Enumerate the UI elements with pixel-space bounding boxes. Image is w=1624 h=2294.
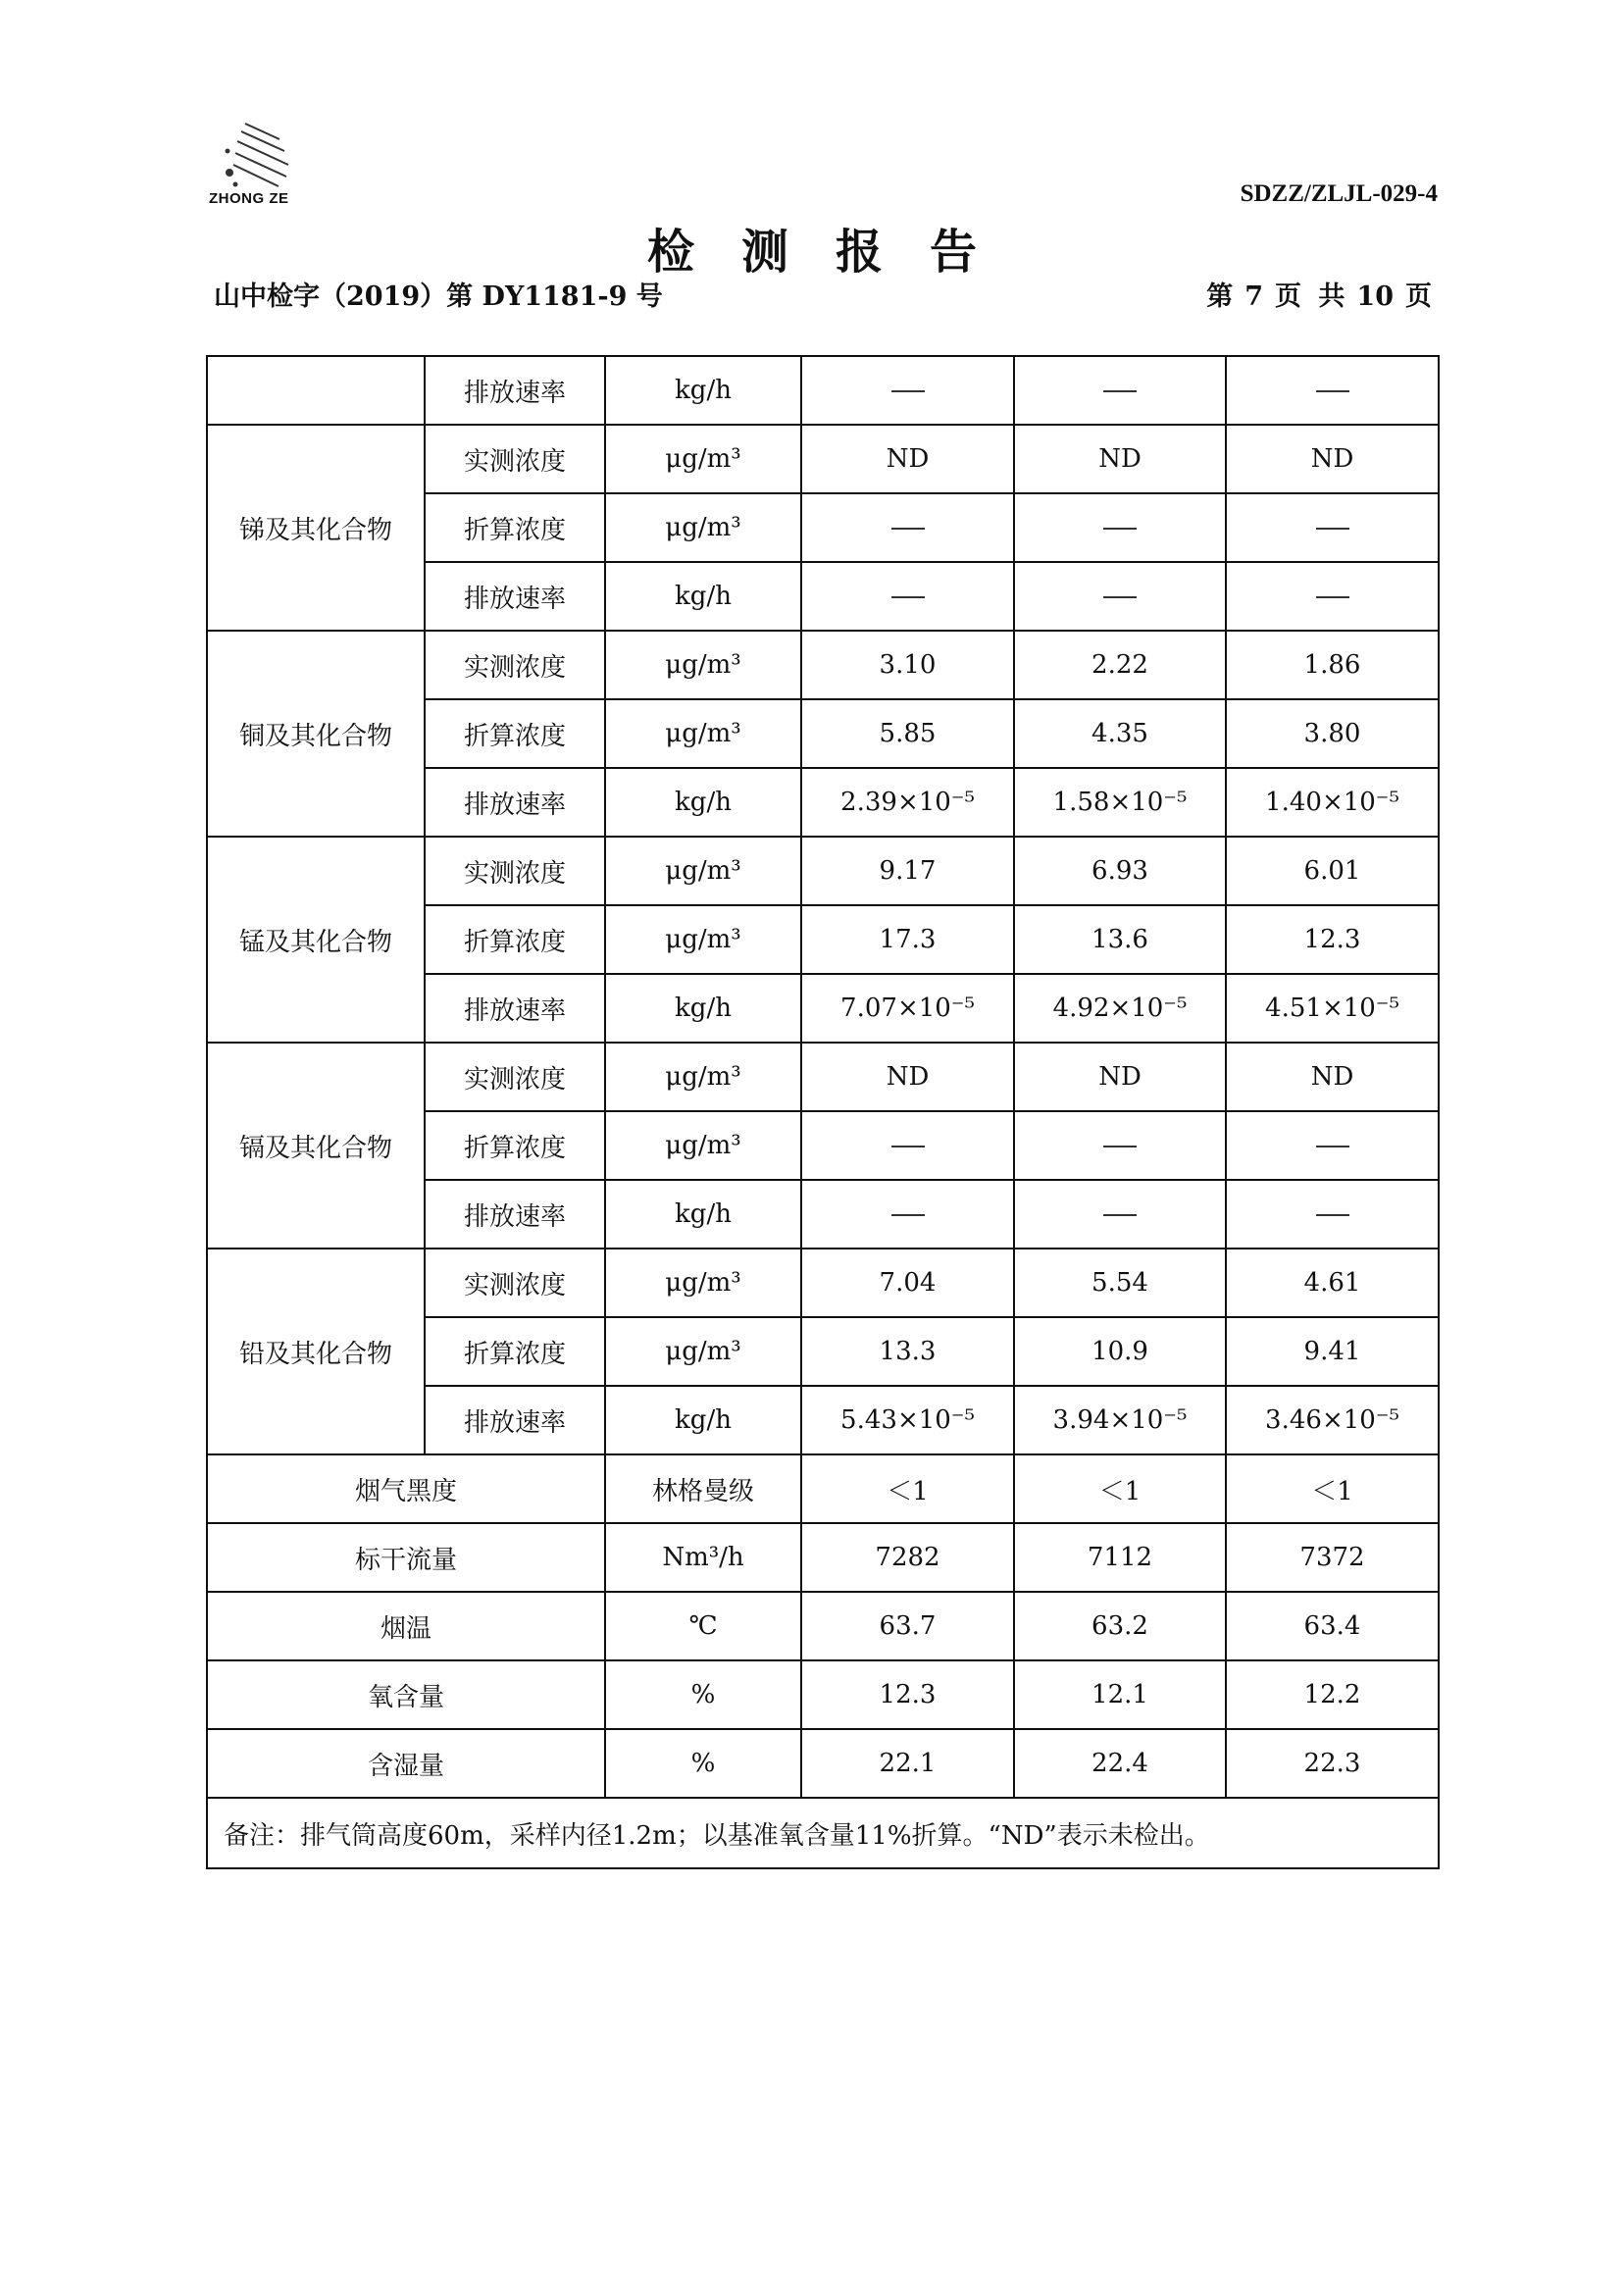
unit-cell: μg/m³ bbox=[605, 1317, 801, 1386]
unit-cell: Nm³/h bbox=[605, 1523, 801, 1592]
value-cell bbox=[1226, 356, 1439, 425]
value-cell bbox=[1226, 493, 1439, 562]
value-cell: 7.04 bbox=[801, 1249, 1014, 1317]
value-cell: 5.54 bbox=[1014, 1249, 1226, 1317]
pollutant-name: 锑及其化合物 bbox=[207, 425, 425, 631]
value-cell: ND bbox=[1226, 425, 1439, 493]
test-item: 实测浓度 bbox=[425, 837, 605, 905]
unit-cell: μg/m³ bbox=[605, 631, 801, 699]
value-cell: ＜1 bbox=[1014, 1454, 1226, 1523]
value-cell: 3.46×10⁻⁵ bbox=[1226, 1386, 1439, 1454]
value-cell: 9.41 bbox=[1226, 1317, 1439, 1386]
value-cell: 22.4 bbox=[1014, 1729, 1226, 1798]
empty-dash-icon bbox=[1103, 390, 1137, 392]
test-item: 排放速率 bbox=[425, 562, 605, 631]
value-cell: 9.17 bbox=[801, 837, 1014, 905]
value-cell bbox=[1226, 1180, 1439, 1249]
value-cell: 7372 bbox=[1226, 1523, 1439, 1592]
test-item: 排放速率 bbox=[425, 974, 605, 1043]
empty-dash-icon bbox=[1103, 528, 1137, 530]
table-row bbox=[207, 1798, 1439, 1868]
empty-dash-icon bbox=[891, 528, 925, 530]
value-cell: 7282 bbox=[801, 1523, 1014, 1592]
unit-cell: μg/m³ bbox=[605, 837, 801, 905]
table-row bbox=[207, 1660, 1439, 1729]
value-cell: 12.3 bbox=[1226, 905, 1439, 974]
value-cell: 6.93 bbox=[1014, 837, 1226, 905]
pollutant-name: 锰及其化合物 bbox=[207, 837, 425, 1043]
value-cell: 4.51×10⁻⁵ bbox=[1226, 974, 1439, 1043]
value-cell: ND bbox=[1014, 1043, 1226, 1111]
unit-cell: μg/m³ bbox=[605, 699, 801, 768]
unit-cell: % bbox=[605, 1729, 801, 1798]
empty-dash-icon bbox=[891, 390, 925, 392]
empty-dash-icon bbox=[1316, 1214, 1349, 1216]
value-cell: 13.3 bbox=[801, 1317, 1014, 1386]
value-cell: ND bbox=[1014, 425, 1226, 493]
empty-dash-icon bbox=[891, 596, 925, 598]
value-cell: 22.3 bbox=[1226, 1729, 1439, 1798]
test-item: 实测浓度 bbox=[425, 1043, 605, 1111]
parameter-name: 含湿量 bbox=[207, 1729, 605, 1798]
document-code: SDZZ/ZLJL-029-4 bbox=[1240, 180, 1438, 207]
unit-cell: μg/m³ bbox=[605, 1111, 801, 1180]
test-item: 排放速率 bbox=[425, 356, 605, 425]
value-cell: 6.01 bbox=[1226, 837, 1439, 905]
unit-cell: μg/m³ bbox=[605, 1043, 801, 1111]
document-title: 检测报告 bbox=[646, 225, 1024, 280]
value-cell: ND bbox=[801, 1043, 1014, 1111]
table-row bbox=[207, 356, 1439, 425]
test-item: 折算浓度 bbox=[425, 493, 605, 562]
unit-cell: ℃ bbox=[605, 1592, 801, 1660]
table-row bbox=[207, 837, 1439, 905]
value-cell: 1.58×10⁻⁵ bbox=[1014, 768, 1226, 837]
value-cell: 5.43×10⁻⁵ bbox=[801, 1386, 1014, 1454]
unit-cell: μg/m³ bbox=[605, 493, 801, 562]
unit-cell: kg/h bbox=[605, 1180, 801, 1249]
value-cell: 1.86 bbox=[1226, 631, 1439, 699]
value-cell: 10.9 bbox=[1014, 1317, 1226, 1386]
value-cell bbox=[801, 562, 1014, 631]
table-row bbox=[207, 1249, 1439, 1317]
value-cell: 4.35 bbox=[1014, 699, 1226, 768]
value-cell: 17.3 bbox=[801, 905, 1014, 974]
value-cell: ＜1 bbox=[1226, 1454, 1439, 1523]
value-cell: ND bbox=[801, 425, 1014, 493]
value-cell: 22.1 bbox=[801, 1729, 1014, 1798]
empty-dash-icon bbox=[1316, 596, 1349, 598]
unit-cell: % bbox=[605, 1660, 801, 1729]
value-cell bbox=[1226, 562, 1439, 631]
unit-cell: kg/h bbox=[605, 356, 801, 425]
parameter-name: 氧含量 bbox=[207, 1660, 605, 1729]
pollutant-name: 铅及其化合物 bbox=[207, 1249, 425, 1454]
value-cell bbox=[1014, 1111, 1226, 1180]
value-cell bbox=[801, 1111, 1014, 1180]
remarks-note: 备注：排气筒高度60m，采样内径1.2m；以基准氧含量11%折算。“ND”表示未检出。 bbox=[207, 1798, 1439, 1868]
unit-cell: kg/h bbox=[605, 562, 801, 631]
value-cell: 13.6 bbox=[1014, 905, 1226, 974]
unit-cell: kg/h bbox=[605, 1386, 801, 1454]
value-cell: 12.3 bbox=[801, 1660, 1014, 1729]
test-item: 实测浓度 bbox=[425, 425, 605, 493]
parameter-name: 标干流量 bbox=[207, 1523, 605, 1592]
test-item: 排放速率 bbox=[425, 768, 605, 837]
test-item: 实测浓度 bbox=[425, 631, 605, 699]
empty-dash-icon bbox=[891, 1146, 925, 1147]
parameter-name: 烟气黑度 bbox=[207, 1454, 605, 1523]
empty-dash-icon bbox=[891, 1214, 925, 1216]
value-cell: 63.2 bbox=[1014, 1592, 1226, 1660]
value-cell: 2.22 bbox=[1014, 631, 1226, 699]
empty-dash-icon bbox=[1316, 528, 1349, 530]
test-item: 折算浓度 bbox=[425, 1111, 605, 1180]
unit-cell: μg/m³ bbox=[605, 1249, 801, 1317]
value-cell bbox=[1014, 1180, 1226, 1249]
table-row bbox=[207, 1043, 1439, 1111]
value-cell bbox=[801, 1180, 1014, 1249]
value-cell bbox=[801, 356, 1014, 425]
table-row bbox=[207, 1523, 1439, 1592]
pollutant-name: 铜及其化合物 bbox=[207, 631, 425, 837]
unit-cell: μg/m³ bbox=[605, 425, 801, 493]
unit-cell: kg/h bbox=[605, 768, 801, 837]
value-cell: 3.94×10⁻⁵ bbox=[1014, 1386, 1226, 1454]
table-row bbox=[207, 1454, 1439, 1523]
parameter-name: 烟温 bbox=[207, 1592, 605, 1660]
value-cell: 63.7 bbox=[801, 1592, 1014, 1660]
value-cell: 12.1 bbox=[1014, 1660, 1226, 1729]
page-indicator: 第 7 页 共 10 页 bbox=[1206, 281, 1432, 312]
value-cell: 4.61 bbox=[1226, 1249, 1439, 1317]
value-cell bbox=[1226, 1111, 1439, 1180]
value-cell: 63.4 bbox=[1226, 1592, 1439, 1660]
value-cell: 3.10 bbox=[801, 631, 1014, 699]
test-item: 折算浓度 bbox=[425, 699, 605, 768]
unit-cell: 林格曼级 bbox=[605, 1454, 801, 1523]
empty-dash-icon bbox=[1103, 596, 1137, 598]
empty-dash-icon bbox=[1103, 1146, 1137, 1147]
value-cell: 7.07×10⁻⁵ bbox=[801, 974, 1014, 1043]
value-cell: ＜1 bbox=[801, 1454, 1014, 1523]
report-reference: 山中检字（2019）第 DY1181-9 号 bbox=[214, 281, 663, 312]
empty-dash-icon bbox=[1316, 1146, 1349, 1147]
test-item: 排放速率 bbox=[425, 1180, 605, 1249]
emission-results-table bbox=[206, 355, 1440, 1869]
company-logo-text: ZHONG ZE bbox=[209, 190, 289, 207]
pollutant-name: 镉及其化合物 bbox=[207, 1043, 425, 1249]
test-item: 排放速率 bbox=[425, 1386, 605, 1454]
table-row bbox=[207, 425, 1439, 493]
value-cell bbox=[1014, 356, 1226, 425]
value-cell bbox=[801, 493, 1014, 562]
test-item: 实测浓度 bbox=[425, 1249, 605, 1317]
table-row bbox=[207, 631, 1439, 699]
unit-cell: kg/h bbox=[605, 974, 801, 1043]
test-item: 折算浓度 bbox=[425, 1317, 605, 1386]
value-cell: 1.40×10⁻⁵ bbox=[1226, 768, 1439, 837]
value-cell: 5.85 bbox=[801, 699, 1014, 768]
value-cell: 4.92×10⁻⁵ bbox=[1014, 974, 1226, 1043]
empty-dash-icon bbox=[1103, 1214, 1137, 1216]
value-cell: 7112 bbox=[1014, 1523, 1226, 1592]
value-cell bbox=[1014, 562, 1226, 631]
value-cell: 12.2 bbox=[1226, 1660, 1439, 1729]
table-row bbox=[207, 1729, 1439, 1798]
value-cell: ND bbox=[1226, 1043, 1439, 1111]
unit-cell: μg/m³ bbox=[605, 905, 801, 974]
value-cell: 3.80 bbox=[1226, 699, 1439, 768]
table-row bbox=[207, 1592, 1439, 1660]
value-cell: 2.39×10⁻⁵ bbox=[801, 768, 1014, 837]
test-item: 折算浓度 bbox=[425, 905, 605, 974]
empty-dash-icon bbox=[1316, 390, 1349, 392]
pollutant-name bbox=[207, 356, 425, 425]
value-cell bbox=[1014, 493, 1226, 562]
